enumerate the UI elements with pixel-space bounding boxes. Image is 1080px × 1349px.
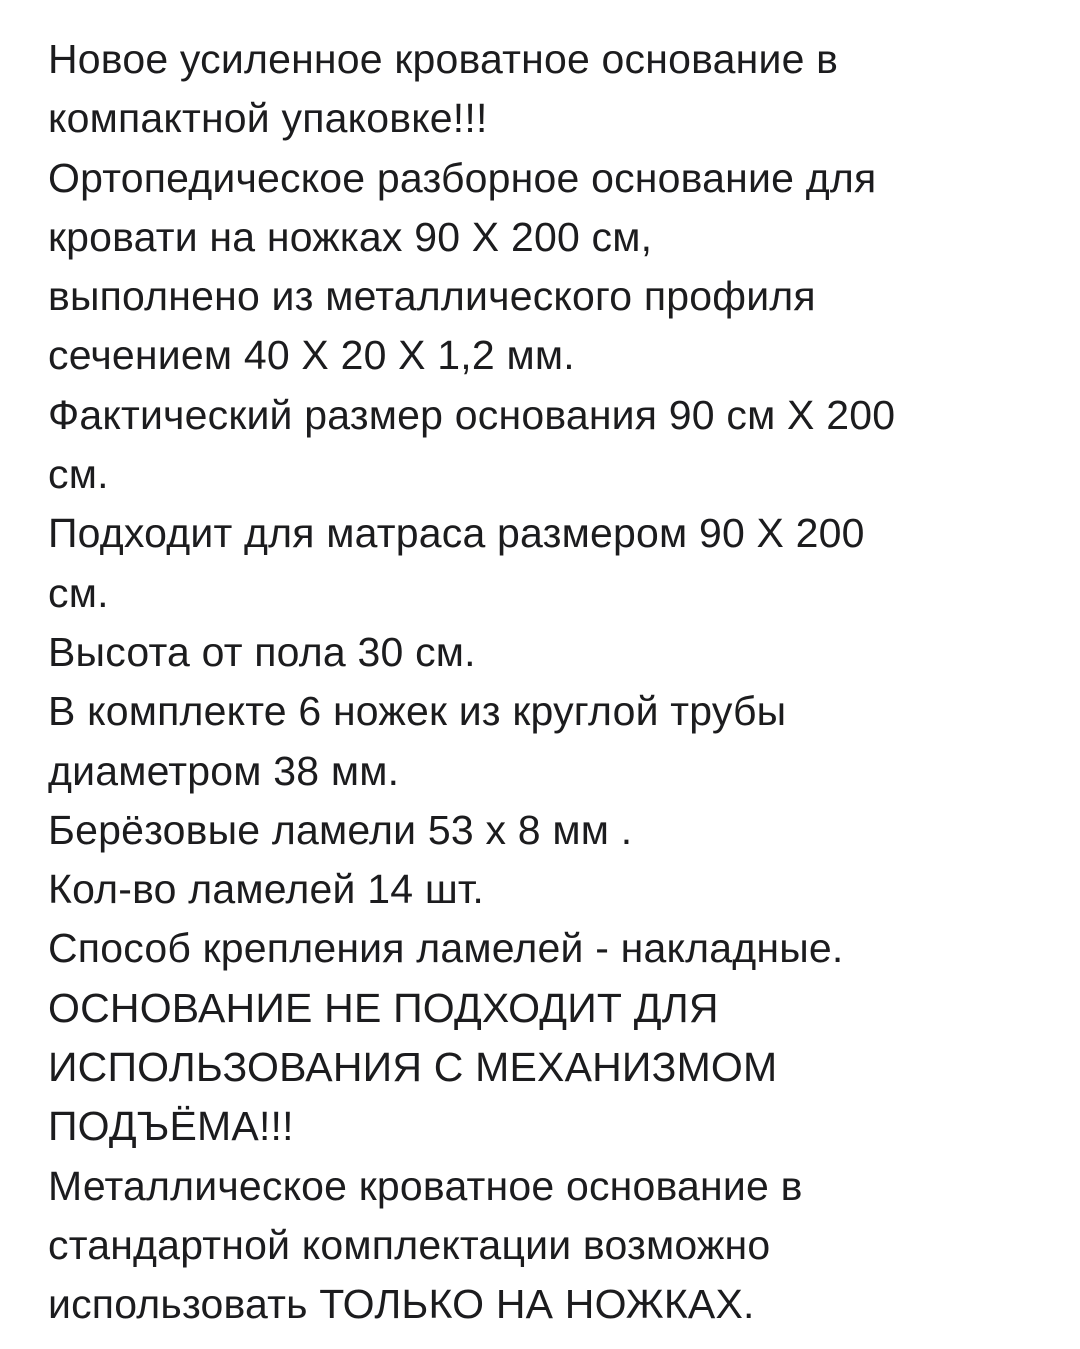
description-line: кровати на ножках 90 Х 200 см,	[48, 213, 653, 260]
description-line: Кол-во ламелей 14 шт.	[48, 866, 484, 913]
warning-line: ОСНОВАНИЕ НЕ ПОДХОДИТ ДЛЯ	[48, 984, 719, 1031]
description-line: сечением 40 Х 20 Х 1,2 мм.	[48, 332, 575, 379]
description-line: использовать ТОЛЬКО НА НОЖКАХ.	[48, 1281, 755, 1328]
description-line: Подходит для матраса размером 90 Х 200	[48, 510, 865, 557]
description-line: Высота от пола 30 см.	[48, 628, 476, 675]
description-line: Новое усиленное кроватное основание в	[48, 36, 839, 82]
description-line: Металлическое кроватное основание в	[48, 1162, 803, 1209]
description-line: выполнено из металлического профиля	[48, 273, 816, 320]
description-line: см.	[48, 451, 109, 498]
warning-line: ИСПОЛЬЗОВАНИЯ С МЕХАНИЗМОМ	[48, 1044, 778, 1091]
description-line: Способ крепления ламелей - накладные.	[48, 925, 844, 972]
description-line: Ортопедическое разборное основание для	[48, 154, 877, 201]
description-line: В комплекте 6 ножек из круглой трубы	[48, 688, 787, 735]
description-line: компактной упаковке!!!	[48, 95, 488, 142]
description-line: см.	[48, 569, 109, 616]
description-line: Фактический размер основания 90 см Х 200	[48, 391, 896, 438]
product-description	[48, 30, 1058, 1335]
description-line: стандартной комплектации возможно	[48, 1221, 771, 1268]
description-line: Берёзовые ламели 53 х 8 мм .	[48, 806, 633, 853]
description-line: диаметром 38 мм.	[48, 747, 400, 794]
warning-line: ПОДЪЁМА!!!	[48, 1103, 294, 1150]
